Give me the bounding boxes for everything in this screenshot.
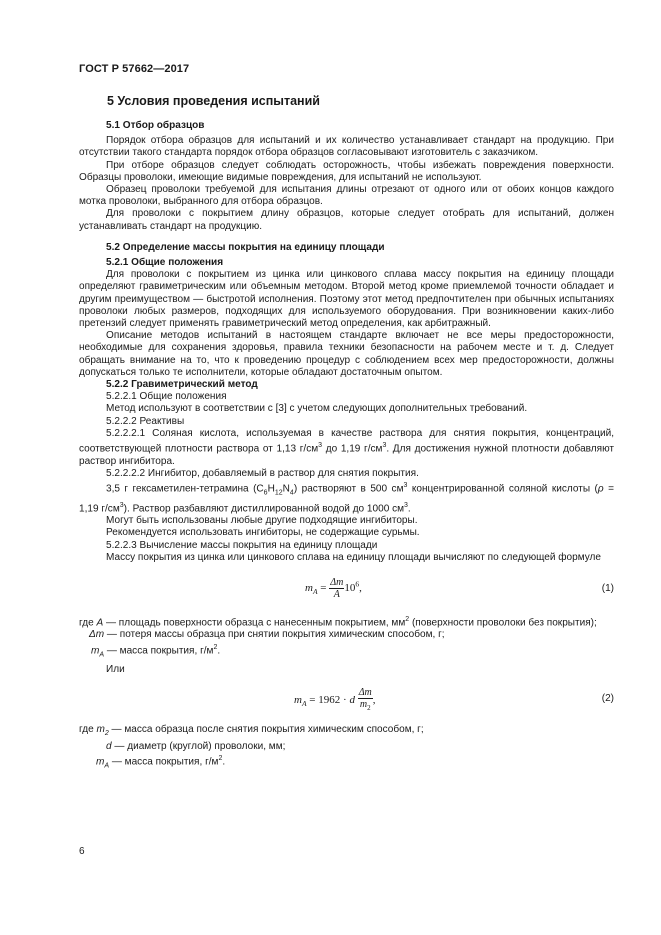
formula-1-number: (1) (601, 582, 614, 594)
where-item-dm: Δm — потеря массы образца при снятии покрытия химическим способом, г; (89, 629, 445, 641)
where-item-mA: $m_A$ — масса покрытия, $г/м^2$. (91, 643, 221, 659)
paragraph: Метод используют в соответствии с [3] с учетом следующих дополнительных требований. (106, 403, 528, 415)
where-item-d: d — диаметр (круглой) проволоки, мм; (106, 740, 286, 752)
where-item-mA: $m_A$ — масса покрытия, $г/м^2$. (96, 754, 226, 770)
clause-5-2-2-1: 5.2.2.1 Общие положения (106, 391, 227, 403)
body-text (79, 120, 614, 772)
clause-5-2-2-2: 5.2.2.2 Реактивы (106, 415, 185, 427)
paragraph: Порядок отбора образцов для испытаний и их количество устанавливает стандарт на продукцию. При отсутствии такого стандарта порядок отбора образцов согласовывают изготовитель с заказчиком. (79, 135, 614, 159)
section-title: 5 Условия проведения испытаний (107, 94, 320, 108)
where-item-A: где A — площадь поверхности образца с нанесенным покрытием, $мм^2$ (поверхности проволоки без покрытия); (79, 615, 597, 629)
formula-1: $m_A$ = $\frac{\Delta m}{A}$ $10^6$, (1) (305, 576, 614, 600)
where-item-m2: где $m_2$ — масса образца после снятия покрытия химическим способом, г; (79, 724, 424, 738)
where-list-2 (79, 724, 614, 772)
or-word: Или (106, 664, 125, 676)
paragraph: Описание методов испытаний в настоящем стандарте включает не все меры предосторожности, необходимые для сохранения здоровья, правила техники безопасности на рабочем месте и т. д. Следует обращать внимание на то, что к проведению процедур с соблюдением всех мер предосторожности, должны допускаться только те исполнители, которые обладают достаточным опытом. (79, 330, 614, 378)
subsection-5-1-heading: 5.1 Отбор образцов (106, 120, 205, 131)
formula-2-number: (2) (601, 693, 614, 705)
subsection-5-2-heading: 5.2 Определение массы покрытия на единицу площади (106, 241, 385, 253)
subsection-5-2-1-heading: 5.2.1 Общие положения (106, 257, 224, 269)
paragraph: Могут быть использованы любые другие подходящие ингибиторы. (106, 515, 418, 527)
standard-header: ГОСТ Р 57662—2017 (79, 63, 190, 75)
paragraph: Образец проволоки требуемой для испытания длины отрезают от одного или от обоих концов каждого мотка проволоки, выбранного для отбора образцов. (79, 184, 614, 208)
clause-5-2-2-2-2: 5.2.2.2.2 Ингибитор, добавляемый в раствор для снятия покрытия. (106, 467, 419, 479)
formula-2: $m_A = 1962 \cdot d$ $\frac{\Delta m}{m_2}$ , (2) (294, 687, 614, 713)
paragraph-hexamine: 3,5 г гексаметилен-тетрамина $(C_6H_{12}N_4)$ растворяют в 500 $см^3$ концентрированной соляной кислоты (ρ = 1,19 $г/см^3$). Раствор разбавляют дистиллированной водой до 1000 $см^3$. (79, 482, 614, 514)
paragraph: Массу покрытия из цинка или цинкового сплава на единицу площади вычисляют по следующей формуле (106, 551, 601, 563)
paragraph: При отборе образцов следует соблюдать осторожность, чтобы избежать повреждения поверхности. Образцы проволоки, имеющие видимые повреждения, для испытаний не используют. (79, 159, 614, 183)
where-list-1 (79, 614, 614, 661)
paragraph: Рекомендуется использовать ингибиторы, не содержащие сурьмы. (106, 527, 420, 539)
subsection-5-2-2-heading: 5.2.2 Гравиметрический метод (106, 379, 258, 391)
clause-5-2-2-3: 5.2.2.3 Вычисление массы покрытия на единицу площади (106, 539, 378, 551)
paragraph: Для проволоки с покрытием из цинка или цинкового сплава массу покрытия на единицу площади определяют гравиметрическим или объемным методом. Второй метод кроме приемлемой точности обладает и другим преимуществом — быстротой исполнения. Поэтому этот метод предпочтителен при обычных испытаниях проволоки любых размеров, подходящих для используемого оборудования. При возникновении каких-либо претензий следует применять гравиметрический метод определения, как арбитражный. (79, 269, 614, 330)
clause-5-2-2-2-1: 5.2.2.2.1 Соляная кислота, используемая в качестве раствора для снятия покрытия, концентраций, соответствующей плотности раствора от 1,13 $г/см^3$ до 1,19 $г/см^3$. Для достижения нужной плотности добавляют раствор ингибитора. (79, 427, 614, 467)
page-number: 6 (79, 846, 85, 857)
paragraph: Для проволоки с покрытием длину образцов, которые следует отобрать для испытаний, должен устанавливать стандарт на продукцию. (79, 208, 614, 232)
